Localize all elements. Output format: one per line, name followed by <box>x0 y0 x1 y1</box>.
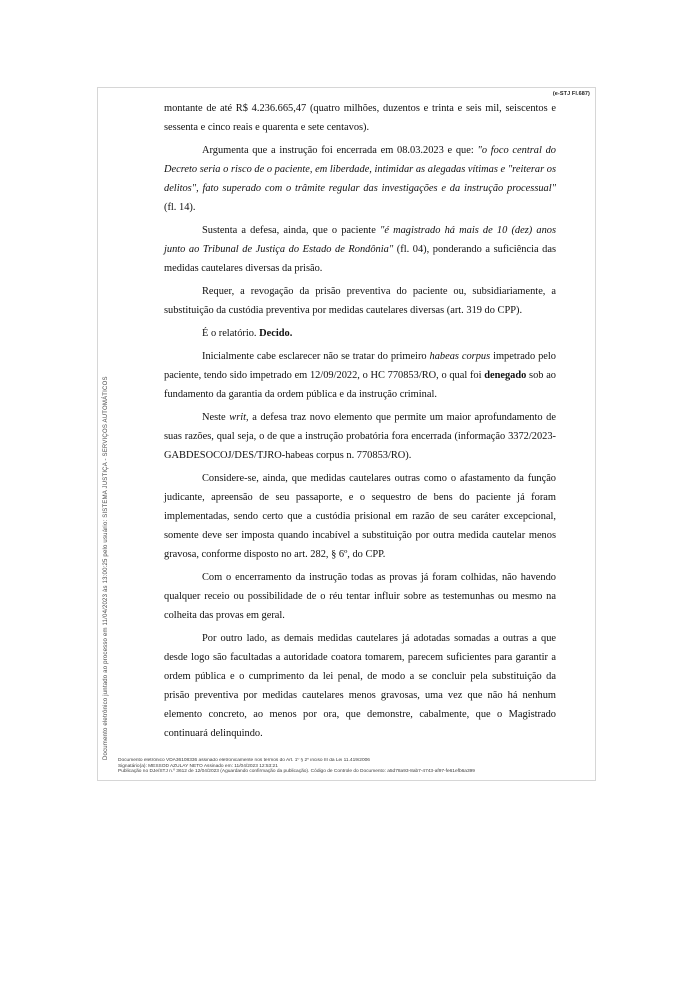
text-segment: "o foco central do Decreto seria o risco de o paciente, em liberdade, intimidar as alegadas vítimas e "reiterar os delitos", fato superado com o trâmite regular das investigações e da instrução processual" <box>164 145 556 194</box>
text-segment: (fl. 04), ponderando a suficiência das medidas cautelares diversas da prisão. <box>164 244 556 274</box>
text-segment: É o relatório. <box>202 328 260 339</box>
footer-line: Signatário(a): MESSOD AZULAY NETO Assinado em: 11/04/2023 12:53:21 <box>118 763 278 769</box>
paragraph <box>164 324 556 343</box>
text-segment: Com o encerramento da instrução todas as provas já foram colhidas, não havendo qualquer receio ou possibilidade de o réu tentar influir sobre as testemunhas ou mesmo na colheita das provas em geral. <box>164 572 556 621</box>
text-segment: Neste <box>202 412 230 423</box>
paragraph <box>164 221 556 278</box>
footer-block <box>118 758 587 775</box>
text-segment: impetrado pelo paciente, tendo sido impetrado em 12/09/2022, o HC 770853/RO, o qual foi <box>164 351 556 381</box>
paragraph <box>164 408 556 465</box>
document-page <box>97 87 596 781</box>
sidebar-stamp-text: Documento eletrônico juntado ao processo em 11/04/2023 às 13:00:25 pelo usuário: SISTEMA JUSTIÇA - SERVIÇOS AUTOMÁTICOS <box>103 376 109 760</box>
text-segment: "é magistrado há mais de 10 (dez) anos junto ao Tribunal de Justiça do Estado de Rondônia" <box>164 225 557 255</box>
document-body <box>164 99 556 747</box>
paragraph <box>164 282 556 320</box>
text-segment: Decido. <box>259 328 293 339</box>
footer-line: Publicação no DJe/STJ n.º 3612 de 12/04/2023 (Aguardando confirmação da publicação). Código de Controle do Documento: a5d78a93-8ab7-4743-af97-fe61efb6a399 <box>118 769 475 775</box>
text-segment: Argumenta que a instrução foi encerrada em 08.03.2023 e que: <box>202 145 478 156</box>
paragraph <box>164 568 556 625</box>
paragraph <box>164 629 556 743</box>
text-segment: habeas corpus <box>429 351 491 362</box>
paragraph <box>164 347 556 404</box>
text-segment: Considere-se, ainda, que medidas cautelares outras como o afastamento da função judicante, apreensão de seu passaporte, e o sequestro de bens do paciente já foram implementadas, sendo certo que a custódia prisional em razão de seu caráter excepcional, somente deve ser imposta quando incabível a substituição por outra medida cautelar menos gravosa, conforme disposto no art. 282, § 6º, do CPP. <box>164 473 556 560</box>
text-segment: montante de até R$ 4.236.665,47 (quatro milhões, duzentos e trinta e seis mil, seiscentos e sessenta e cinco reais e quarenta e sete centavos). <box>164 103 556 133</box>
text-segment: Por outro lado, as demais medidas cautelares já adotadas somadas a outras a que desde logo são facultadas a autoridade coatora tomarem, parecem suficientes para garantir a ordem pública e o cumprimento da lei penal, de modo a se concluir pela substituição da prisão preventiva por medidas cautelares menos gravosas, uma vez que não há nenhum elemento concreto, ao menos por ora, que demonstre, cabalmente, que o Magistrado continuará delinquindo. <box>164 633 556 739</box>
text-segment: sob ao fundamento da garantia da ordem pública e da instrução criminal. <box>164 370 556 400</box>
text-segment: (fl. 14). <box>164 202 196 213</box>
text-segment: Inicialmente cabe esclarecer não se tratar do primeiro <box>202 351 430 362</box>
paragraph <box>164 99 556 137</box>
folio-label: (e-STJ Fl.687) <box>552 91 590 97</box>
text-segment: Requer, a revogação da prisão preventiva do paciente ou, subsidiariamente, a substituição da custódia preventiva por medidas cautelares diversas (art. 319 do CPP). <box>164 286 556 316</box>
text-segment: denegado <box>484 370 527 381</box>
text-segment: writ, <box>229 412 249 423</box>
text-segment: a defesa traz novo elemento que permite um maior aprofundamento de suas razões, qual seja, o de que a instrução probatória fora encerrada (informação 3372/2023-GABDESOCOJ/DES/TJRO-habeas corpus n. 770853/RO). <box>164 412 556 461</box>
paragraph <box>164 141 556 217</box>
text-segment: Sustenta a defesa, ainda, que o paciente <box>202 225 380 236</box>
footer-line: Documento eletrônico VDA36108336 assinado eletronicamente nos termos do Art. 1º § 2º inciso III da Lei 11.419/2006 <box>118 758 370 764</box>
paragraph <box>164 469 556 564</box>
